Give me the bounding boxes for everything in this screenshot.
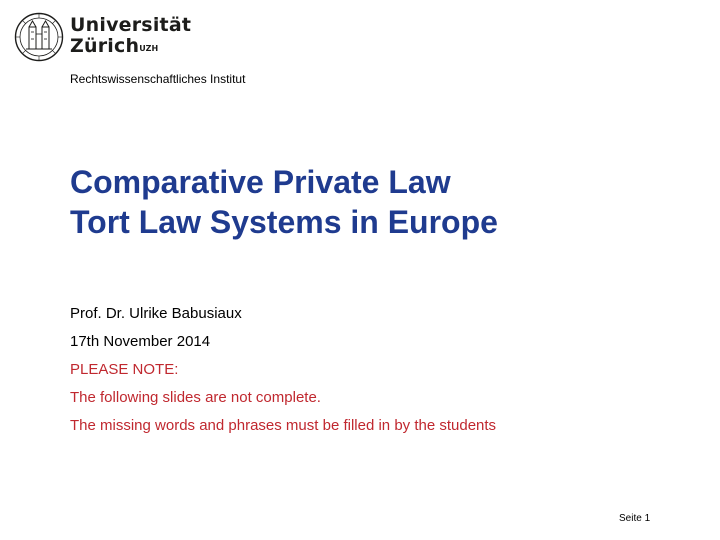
slide-details <box>70 305 496 445</box>
wordmark-city: Zürich <box>70 35 140 57</box>
university-seal-icon <box>14 12 64 62</box>
presentation-date: 17th November 2014 <box>70 333 211 350</box>
university-wordmark <box>70 15 191 57</box>
institute-name: Rechtswissenschaftliches Institut <box>70 72 246 86</box>
university-logo <box>14 12 192 68</box>
author-name: Prof. Dr. Ulrike Babusiaux <box>70 305 242 322</box>
title-line2: Tort Law Systems in Europe <box>70 204 498 240</box>
note-heading: PLEASE NOTE: <box>70 361 179 378</box>
wordmark-superscript: UZH <box>139 44 159 53</box>
wordmark-line1: Universität <box>70 14 192 36</box>
wordmark-line2 <box>70 36 191 57</box>
page-number: Seite 1 <box>619 513 651 524</box>
title-line1: Comparative Private Law <box>70 164 451 200</box>
note-line-2: The missing words and phrases must be filled in by the students <box>70 417 497 434</box>
slide-title <box>70 162 498 242</box>
note-line-1: The following slides are not complete. <box>70 389 321 406</box>
